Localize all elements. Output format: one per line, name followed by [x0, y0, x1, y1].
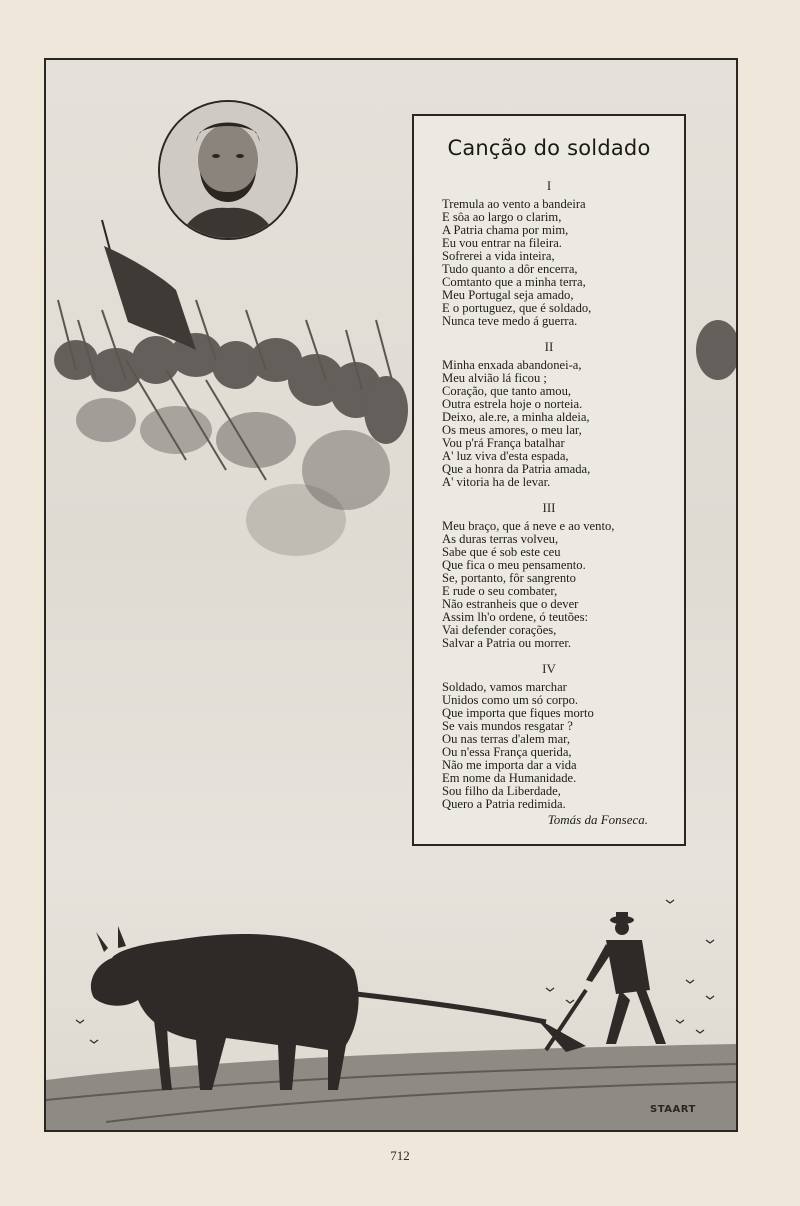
poem-line: Meu braço, que á neve e ao vento,: [442, 519, 615, 533]
page-number: 712: [390, 1148, 410, 1163]
poem-line: Meu Portugal seja amado,: [442, 288, 574, 302]
stanza-numeral: III: [542, 500, 556, 515]
stanza-numeral: IV: [542, 661, 556, 676]
poem-line: Em nome da Humanidade.: [442, 771, 577, 785]
troops-right-edge: [696, 320, 736, 380]
poem-line: Comtanto que a minha terra,: [442, 275, 586, 289]
poem-line: Se vais mundos resgatar ?: [442, 719, 573, 733]
poem-line: Os meus amores, o meu lar,: [442, 423, 582, 437]
poem-line: Não estranheis que o dever: [442, 597, 579, 611]
poem-line: E sôa ao largo o clarim,: [442, 210, 562, 224]
poem-line: A' vitoria ha de levar.: [442, 475, 551, 489]
poem-line: Quero a Patria redimida.: [442, 797, 566, 811]
poem-line: E o portuguez, que é soldado,: [442, 301, 592, 315]
poem-line: Tudo quanto a dôr encerra,: [442, 262, 578, 276]
poem-line: Que fica o meu pensamento.: [442, 558, 586, 572]
poem-line: Nunca teve medo á guerra.: [442, 314, 578, 328]
poem-line: Tremula ao vento a bandeira: [442, 197, 586, 211]
plough: [356, 990, 586, 1052]
stanza-4: [442, 661, 672, 811]
poem-line: Meu alvião lá ficou ;: [442, 371, 547, 385]
poem-line: Vou p'rá França batalhar: [442, 436, 565, 450]
stanza-numeral: I: [546, 178, 552, 193]
poem-title: Canção do soldado: [447, 136, 651, 160]
poem-line: A Patria chama por mim,: [442, 223, 569, 237]
author-portrait: [158, 100, 298, 240]
poem-line: Que importa que fiques morto: [442, 706, 594, 720]
poem-line: A' luz viva d'esta espada,: [442, 449, 569, 463]
poem-line: Eu vou entrar na fileira.: [442, 236, 562, 250]
poem-line: As duras terras volveu,: [442, 532, 559, 546]
poem-line: E rude o seu combater,: [442, 584, 558, 598]
stanza-numeral: II: [544, 339, 554, 354]
poem-line: Outra estrela hoje o norteia.: [442, 397, 583, 411]
poem-line: Deixo, ale.re, a minha aldeia,: [442, 410, 590, 424]
poem-line: Ou nas terras d'alem mar,: [442, 732, 571, 746]
illustrated-plate: [44, 58, 738, 1132]
poem-line: Coração, que tanto amou,: [442, 384, 572, 398]
poem-line: Ou n'essa França querida,: [442, 745, 572, 759]
poem-line: Se, portanto, fôr sangrento: [442, 571, 576, 585]
stanza-3: [442, 500, 672, 650]
poem-line: Sabe que é sob este ceu: [442, 545, 561, 559]
poem-line: Minha enxada abandonei-a,: [442, 358, 582, 372]
stanza-1: [442, 178, 672, 328]
poem-line: Que a honra da Patria amada,: [442, 462, 591, 476]
illustrator-signature: STAART: [650, 1104, 696, 1115]
poem-line: Assim lh'o ordene, ó teutões:: [442, 610, 589, 624]
ploughman-silhouette: [586, 912, 666, 1044]
poem-line: Não me importa dar a vida: [442, 758, 577, 772]
poem-frame: [412, 114, 686, 846]
stanza-2: [442, 339, 672, 489]
poem-line: Sofrerei a vida inteira,: [442, 249, 555, 263]
poem-line: Soldado, vamos marchar: [442, 680, 567, 694]
poem-line: Salvar a Patria ou morrer.: [442, 636, 572, 650]
flag: [102, 220, 196, 350]
poem-author: Tomás da Fonseca.: [547, 812, 648, 827]
poem-line: Vai defender corações,: [442, 623, 557, 637]
poem-line: Sou filho da Liberdade,: [442, 784, 561, 798]
poem-line: Unidos como um só corpo.: [442, 693, 579, 707]
